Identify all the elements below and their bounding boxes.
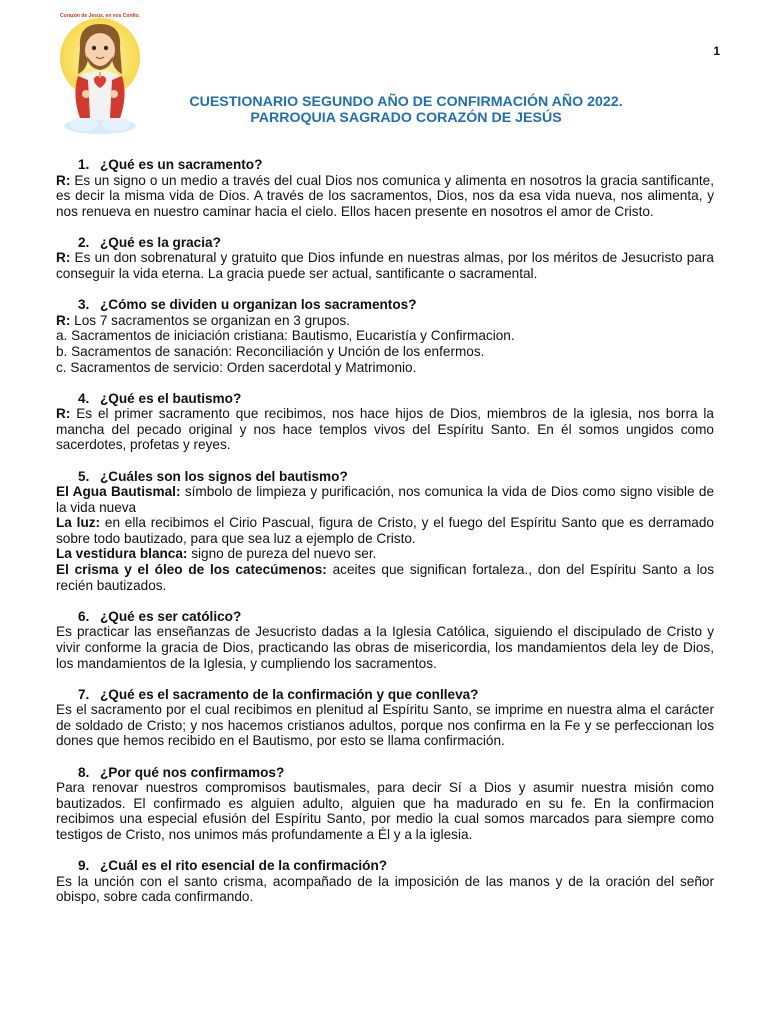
question-text: ¿Qué es la gracia? [100,234,221,250]
answer-text: Para renovar nuestros compromisos bautismales, para decir Sí a Dios y asumir nuestra misión como bautizados. El confirmado es alguien adulto, alguien que ha madurado en su fe. En la confirmacion recibimos una especial efusión del Espíritu Santo, por medio la cual somos marcados para siempre como testigos de Cristo, nos unimos más profundamente a Él y a la iglesia. [56,780,714,842]
sign-label: La vestidura blanca: [56,546,188,562]
logo-caption: Corazón de Jesús, en vos Confío. [59,13,140,19]
question-title [56,858,714,874]
answer-text: Es el sacramento por el cual recibimos en plenitud al Espíritu Santo, se imprime en nuestra alma el carácter de soldado de Cristo; y nos hacemos cristianos adultos, porque nos confirma en la Fe y se perfeccionan los dones que hemos recibido en el Bautismo, por esto se llama confirmación. [56,702,714,749]
answer-text [56,313,714,329]
question-title [56,609,714,625]
answer-text [56,173,714,220]
question-block-1 [56,157,714,219]
question-number: 1. [78,157,90,172]
answer-label: R: [56,250,71,266]
question-title [56,687,714,703]
question-block-2 [56,235,714,282]
sign-text: aceites que significan fortaleza., don del Espíritu Santo a los recién bautizados. [56,562,714,593]
question-title [56,469,714,485]
answer-label: R: [56,312,71,328]
question-number: 7. [78,686,90,702]
answer-text [56,250,714,281]
sign-item [56,546,714,562]
answer-text: Es la unción con el santo crisma, acompañado de la imposición de las manos y de la oración del señor obispo, sobre cada confirmando. [56,873,714,905]
question-text: ¿Qué es ser católico? [100,608,242,624]
list-item: b. Sacramentos de sanación: Reconciliación y Unción de los enfermos. [56,343,485,359]
question-text: ¿Qué es el bautismo? [100,390,242,406]
question-text: ¿Por qué nos confirmamos? [100,764,285,780]
question-title [56,297,714,313]
question-text: ¿Cuál es el rito esencial de la confirmación? [100,857,388,873]
question-title [56,391,714,407]
sign-label: El Agua Bautismal: [56,484,181,500]
question-number: 8. [78,764,90,780]
sign-label: La luz: [56,515,101,531]
question-number: 4. [78,390,90,406]
question-block-8 [56,765,714,843]
list-item: a. Sacramentos de iniciación cristiana: Bautismo, Eucaristía y Confirmacion. [56,328,515,344]
sign-text: signo de pureza del nuevo ser. [187,546,377,562]
page-number: 1 [713,44,720,58]
question-text: ¿Qué es el sacramento de la confirmación y que conlleva? [100,686,479,702]
question-title [56,235,714,251]
answer-label: R: [56,406,71,422]
question-block-7 [56,687,714,749]
answer-text [56,406,714,453]
answer-body: Es un signo o un medio a través del cual Dios nos comunica y alimenta en nosotros la gracia santificante, es decir la misma vida de Dios. A través de los sacramentos, Dios, nos da esa vida nueva, nos alimenta, y nos renueva en nuestro caminar hacia el cielo. Ellos hacen presente en nosotros el amor de Cristo. [56,172,714,219]
answer-text: Es practicar las enseñanzas de Jesucristo dadas a la Iglesia Católica, siguiendo el discipulado de Cristo y vivir conforme la gracia de Dios, practicando las obras de misericordia, los mandamientos dela ley de Dios, los mandamientos de la Iglesia, y cumpliendo los sacramentos. [56,624,714,671]
question-number: 5. [78,468,90,484]
document-title [100,94,712,126]
answer-body: Es un don sobrenatural y gratuito que Dios infunde en nuestras almas, por los méritos de Jesucristo para conseguir la vida eterna. La gracia puede ser actual, santificante o sacramental. [56,250,714,282]
question-number: 3. [78,297,90,313]
title-line-1: CUESTIONARIO SEGUNDO AÑO DE CONFIRMACIÓN AÑO 2022. [189,94,623,110]
answer-body: Es el primer sacramento que recibimos, nos hace hijos de Dios, miembros de la iglesia, nos borra la mancha del pecado original y nos hace templos vivos del Espíritu Santo. En él somos ungidos como sacerdotes, profetas y reyes. [56,406,714,453]
question-block-3 [56,297,714,375]
answer-label: R: [56,172,71,188]
sign-label: El crisma y el óleo de los catecúmenos: [56,562,327,578]
sign-item [56,562,714,593]
question-block-4 [56,391,714,453]
question-block-6 [56,609,714,671]
question-text: ¿Cuáles son los signos del bautismo? [100,468,348,484]
sign-item [56,515,714,546]
question-text: ¿Cómo se dividen u organizan los sacramentos? [100,297,417,313]
sign-item [56,484,714,515]
question-block-5 [56,469,714,594]
question-number: 6. [78,608,90,624]
question-block-9 [56,858,714,905]
question-title [56,765,714,781]
question-text: ¿Qué es un sacramento? [100,157,263,172]
question-number: 2. [78,234,90,250]
answer-body: Los 7 sacramentos se organizan en 3 grupos. [74,312,350,328]
sign-text: en ella recibimos el Cirio Pascual, figura de Cristo, y el fuego del Espíritu Santo que es derramado sobre todo bautizado, para que sea luz a ejemplo de Cristo. [56,515,714,546]
title-line-2: PARROQUIA SAGRADO CORAZÓN DE JESÚS [250,110,562,126]
questionnaire [56,157,714,920]
question-number: 9. [78,857,90,873]
list-item: c. Sacramentos de servicio: Orden sacerdotal y Matrimonio. [56,359,417,375]
question-title [56,157,714,173]
sign-text: símbolo de limpieza y purificación, nos comunica la vida de Dios como signo visible de la vida nueva [56,484,715,515]
